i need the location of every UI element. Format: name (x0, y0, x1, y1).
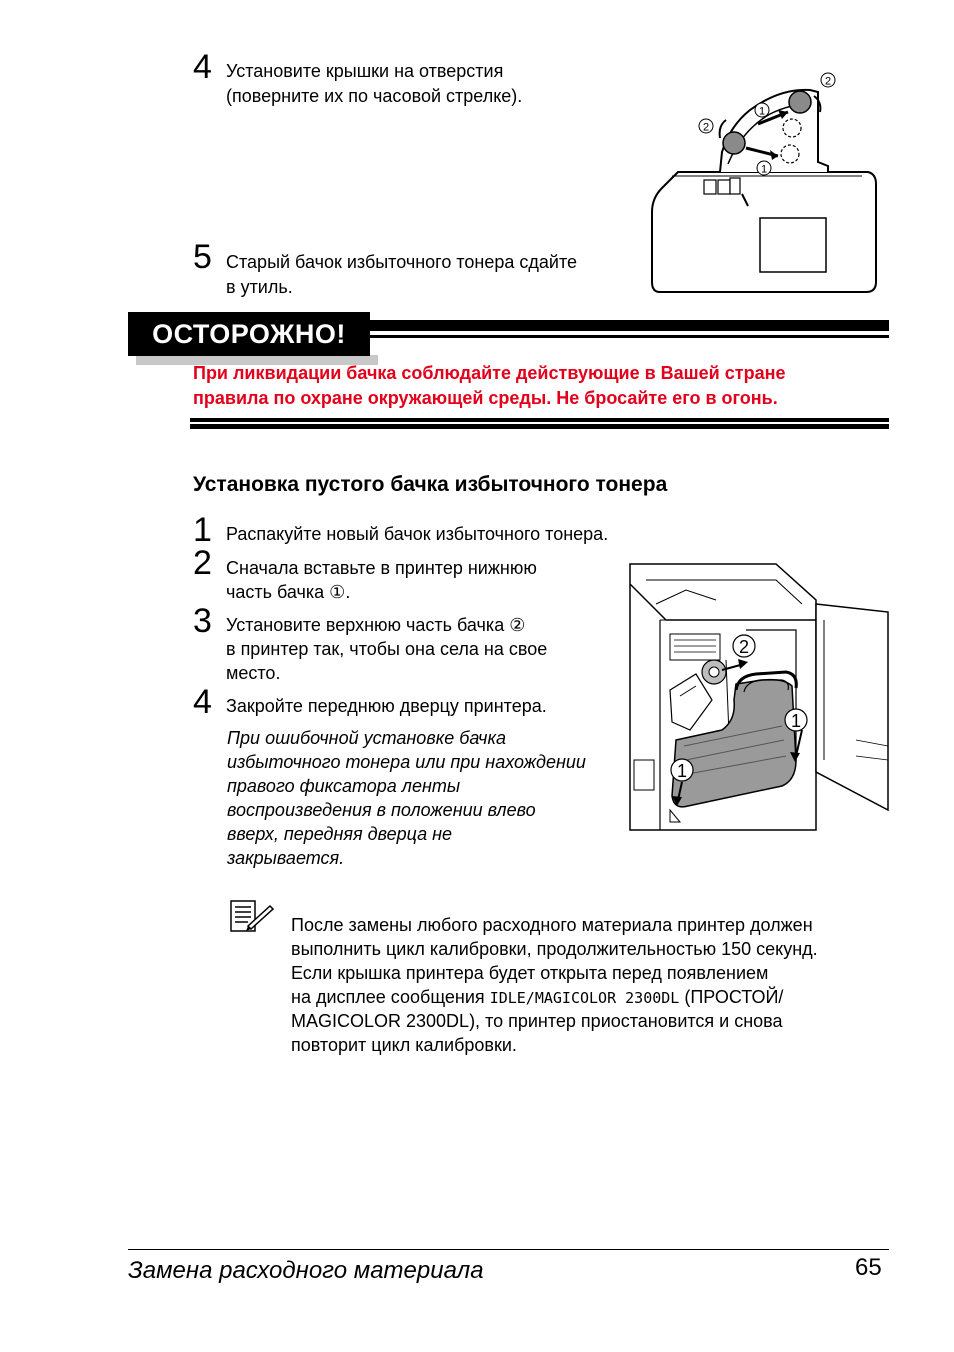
display-message: IDLE/MAGICOLOR 2300DL (489, 989, 680, 1007)
step-number: 3 (193, 602, 212, 640)
step-text: Закройте переднюю дверцу принтера. (226, 696, 547, 716)
caution-rule-bottom (190, 418, 889, 422)
figure-label-one: 1 (790, 711, 802, 731)
caution-rule-top (370, 320, 889, 331)
page-number: 65 (855, 1254, 882, 1281)
step-text: место. (226, 663, 281, 683)
note-pencil-icon (230, 900, 274, 932)
waste-toner-caps-figure (650, 66, 880, 296)
caution-text: правила по охране окружающей среды. Не бросайте его в огонь. (193, 388, 778, 408)
printer-install-figure (626, 560, 890, 832)
step-text: Установите верхнюю часть бачка ② (226, 615, 526, 635)
step-number: 2 (193, 544, 212, 582)
step-text: часть бачка ①. (226, 582, 351, 602)
step-text: Установите крышки на отверстия (226, 61, 504, 81)
figure-label-one: 1 (758, 105, 766, 118)
caution-title: ОСТОРОЖНО! (128, 312, 370, 356)
figure-label-two: 2 (824, 75, 832, 88)
step-text: (поверните их по часовой стрелке). (226, 86, 523, 106)
caution-text: При ликвидации бачка соблюдайте действующие в Вашей стране (193, 363, 786, 383)
italic-note: При ошибочной установке бачка (227, 728, 506, 748)
italic-note: воспроизведения в положении влево (227, 800, 536, 820)
step-text: Старый бачок избыточного тонера сдайте (226, 252, 577, 272)
figure-label-two: 2 (702, 121, 710, 134)
note-text: (ПРОСТОЙ/ (679, 987, 784, 1007)
figure-label-one: 1 (760, 163, 768, 176)
note-text: на дисплее сообщения (291, 987, 490, 1007)
note-text-line (291, 985, 783, 1010)
note-text: После замены любого расходного материала принтер должен (291, 915, 813, 935)
step-text: в утиль. (226, 277, 293, 297)
section-heading: Установка пустого бачка избыточного тонера (193, 473, 668, 496)
step-number: 4 (193, 683, 212, 721)
italic-note: правого фиксатора ленты (227, 776, 461, 796)
step-text: в принтер так, чтобы она села на свое (226, 639, 548, 659)
note-text: MAGICOLOR 2300DL), то принтер приостановится и снова (291, 1011, 783, 1031)
figure-label-one: 1 (676, 761, 688, 781)
italic-note: избыточного тонера или при нахождении (227, 752, 586, 772)
note-text: Если крышка принтера будет открыта перед появлением (291, 963, 769, 983)
figure-label-two: 2 (738, 637, 750, 657)
caution-rule-thin (370, 335, 889, 338)
italic-note: вверх, передняя дверца не (227, 824, 453, 844)
italic-note: закрывается. (227, 848, 345, 868)
step-number: 4 (193, 48, 212, 86)
caution-rule-bottom-thick (190, 424, 889, 429)
note-text: выполнить цикл калибровки, продолжительностью 150 секунд. (291, 939, 818, 959)
step-text: Сначала вставьте в принтер нижнюю (226, 558, 537, 578)
footer-rule (128, 1249, 889, 1250)
footer-title: Замена расходного материала (128, 1257, 484, 1284)
step-text: Распакуйте новый бачок избыточного тонера. (226, 524, 609, 544)
step-number: 1 (193, 511, 212, 549)
note-text: повторит цикл калибровки. (291, 1035, 517, 1055)
step-number: 5 (193, 238, 212, 276)
